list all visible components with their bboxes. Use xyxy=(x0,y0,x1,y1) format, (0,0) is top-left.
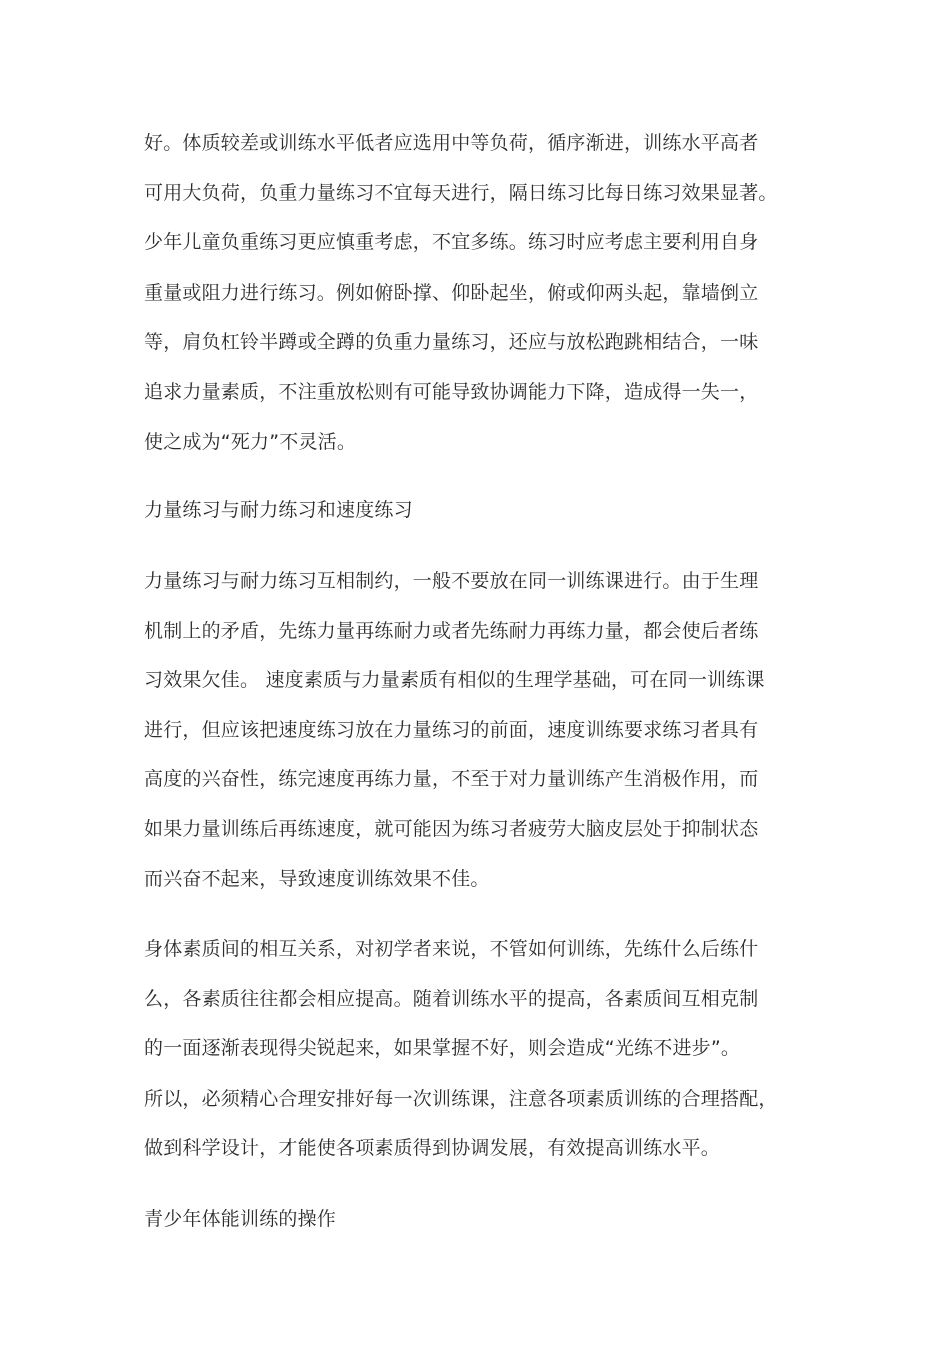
paragraph-1-line-5: 等，肩负杠铃半蹲或全蹲的负重力量练习，还应与放松跑跳相结合，一味 xyxy=(144,331,759,353)
section-heading-strength-endurance-speed: 力量练习与耐力练习和速度练习 xyxy=(144,499,413,521)
section-heading-youth-fitness-operation: 青少年体能训练的操作 xyxy=(144,1208,337,1230)
paragraph-1-line-1: 好。体质较差或训练水平低者应选用中等负荷，循序渐进，训练水平高者 xyxy=(144,132,759,154)
paragraph-2-line-6: 如果力量训练后再练速度，就可能因为练习者疲劳大脑皮层处于抑制状态 xyxy=(144,818,759,840)
paragraph-3-line-4: 所以，必须精心合理安排好每一次训练课，注意各项素质训练的合理搭配， xyxy=(144,1088,778,1110)
paragraph-2-line-4: 进行，但应该把速度练习放在力量练习的前面，速度训练要求练习者具有 xyxy=(144,719,759,741)
paragraph-2-line-5: 高度的兴奋性，练完速度再练力量，不至于对力量训练产生消极作用，而 xyxy=(144,768,759,790)
paragraph-2-line-2: 机制上的矛盾，先练力量再练耐力或者先练耐力再练力量，都会使后者练 xyxy=(144,620,759,642)
paragraph-2-line-3: 习效果欠佳。 速度素质与力量素质有相似的生理学基础，可在同一训练课 xyxy=(144,669,765,691)
paragraph-1-line-6: 追求力量素质，不注重放松则有可能导致协调能力下降，造成得一失一， xyxy=(144,381,759,403)
paragraph-1-line-7: 使之成为“死力”不灵活。 xyxy=(144,431,357,453)
paragraph-1-line-3: 少年儿童负重练习更应慎重考虑，不宜多练。练习时应考虑主要利用自身 xyxy=(144,231,759,253)
paragraph-3-line-3: 的一面逐渐表现得尖锐起来，如果掌握不好，则会造成“光练不进步”。 xyxy=(144,1037,741,1059)
paragraph-2-line-7: 而兴奋不起来，导致速度训练效果不佳。 xyxy=(144,868,490,890)
paragraph-1-line-4: 重量或阻力进行练习。例如俯卧撑、仰卧起坐，俯或仰两头起，靠墙倒立 xyxy=(144,282,759,304)
paragraph-3-line-5: 做到科学设计，才能使各项素质得到协调发展，有效提高训练水平。 xyxy=(144,1137,721,1159)
paragraph-3-line-2: 么，各素质往往都会相应提高。随着训练水平的提高，各素质间互相克制 xyxy=(144,988,759,1010)
paragraph-2-line-1: 力量练习与耐力练习互相制约，一般不要放在同一训练课进行。由于生理 xyxy=(144,570,759,592)
paragraph-3-line-1: 身体素质间的相互关系，对初学者来说，不管如何训练，先练什么后练什 xyxy=(144,938,759,960)
paragraph-1-line-2: 可用大负荷，负重力量练习不宜每天进行，隔日练习比每日练习效果显著。 xyxy=(144,182,778,204)
